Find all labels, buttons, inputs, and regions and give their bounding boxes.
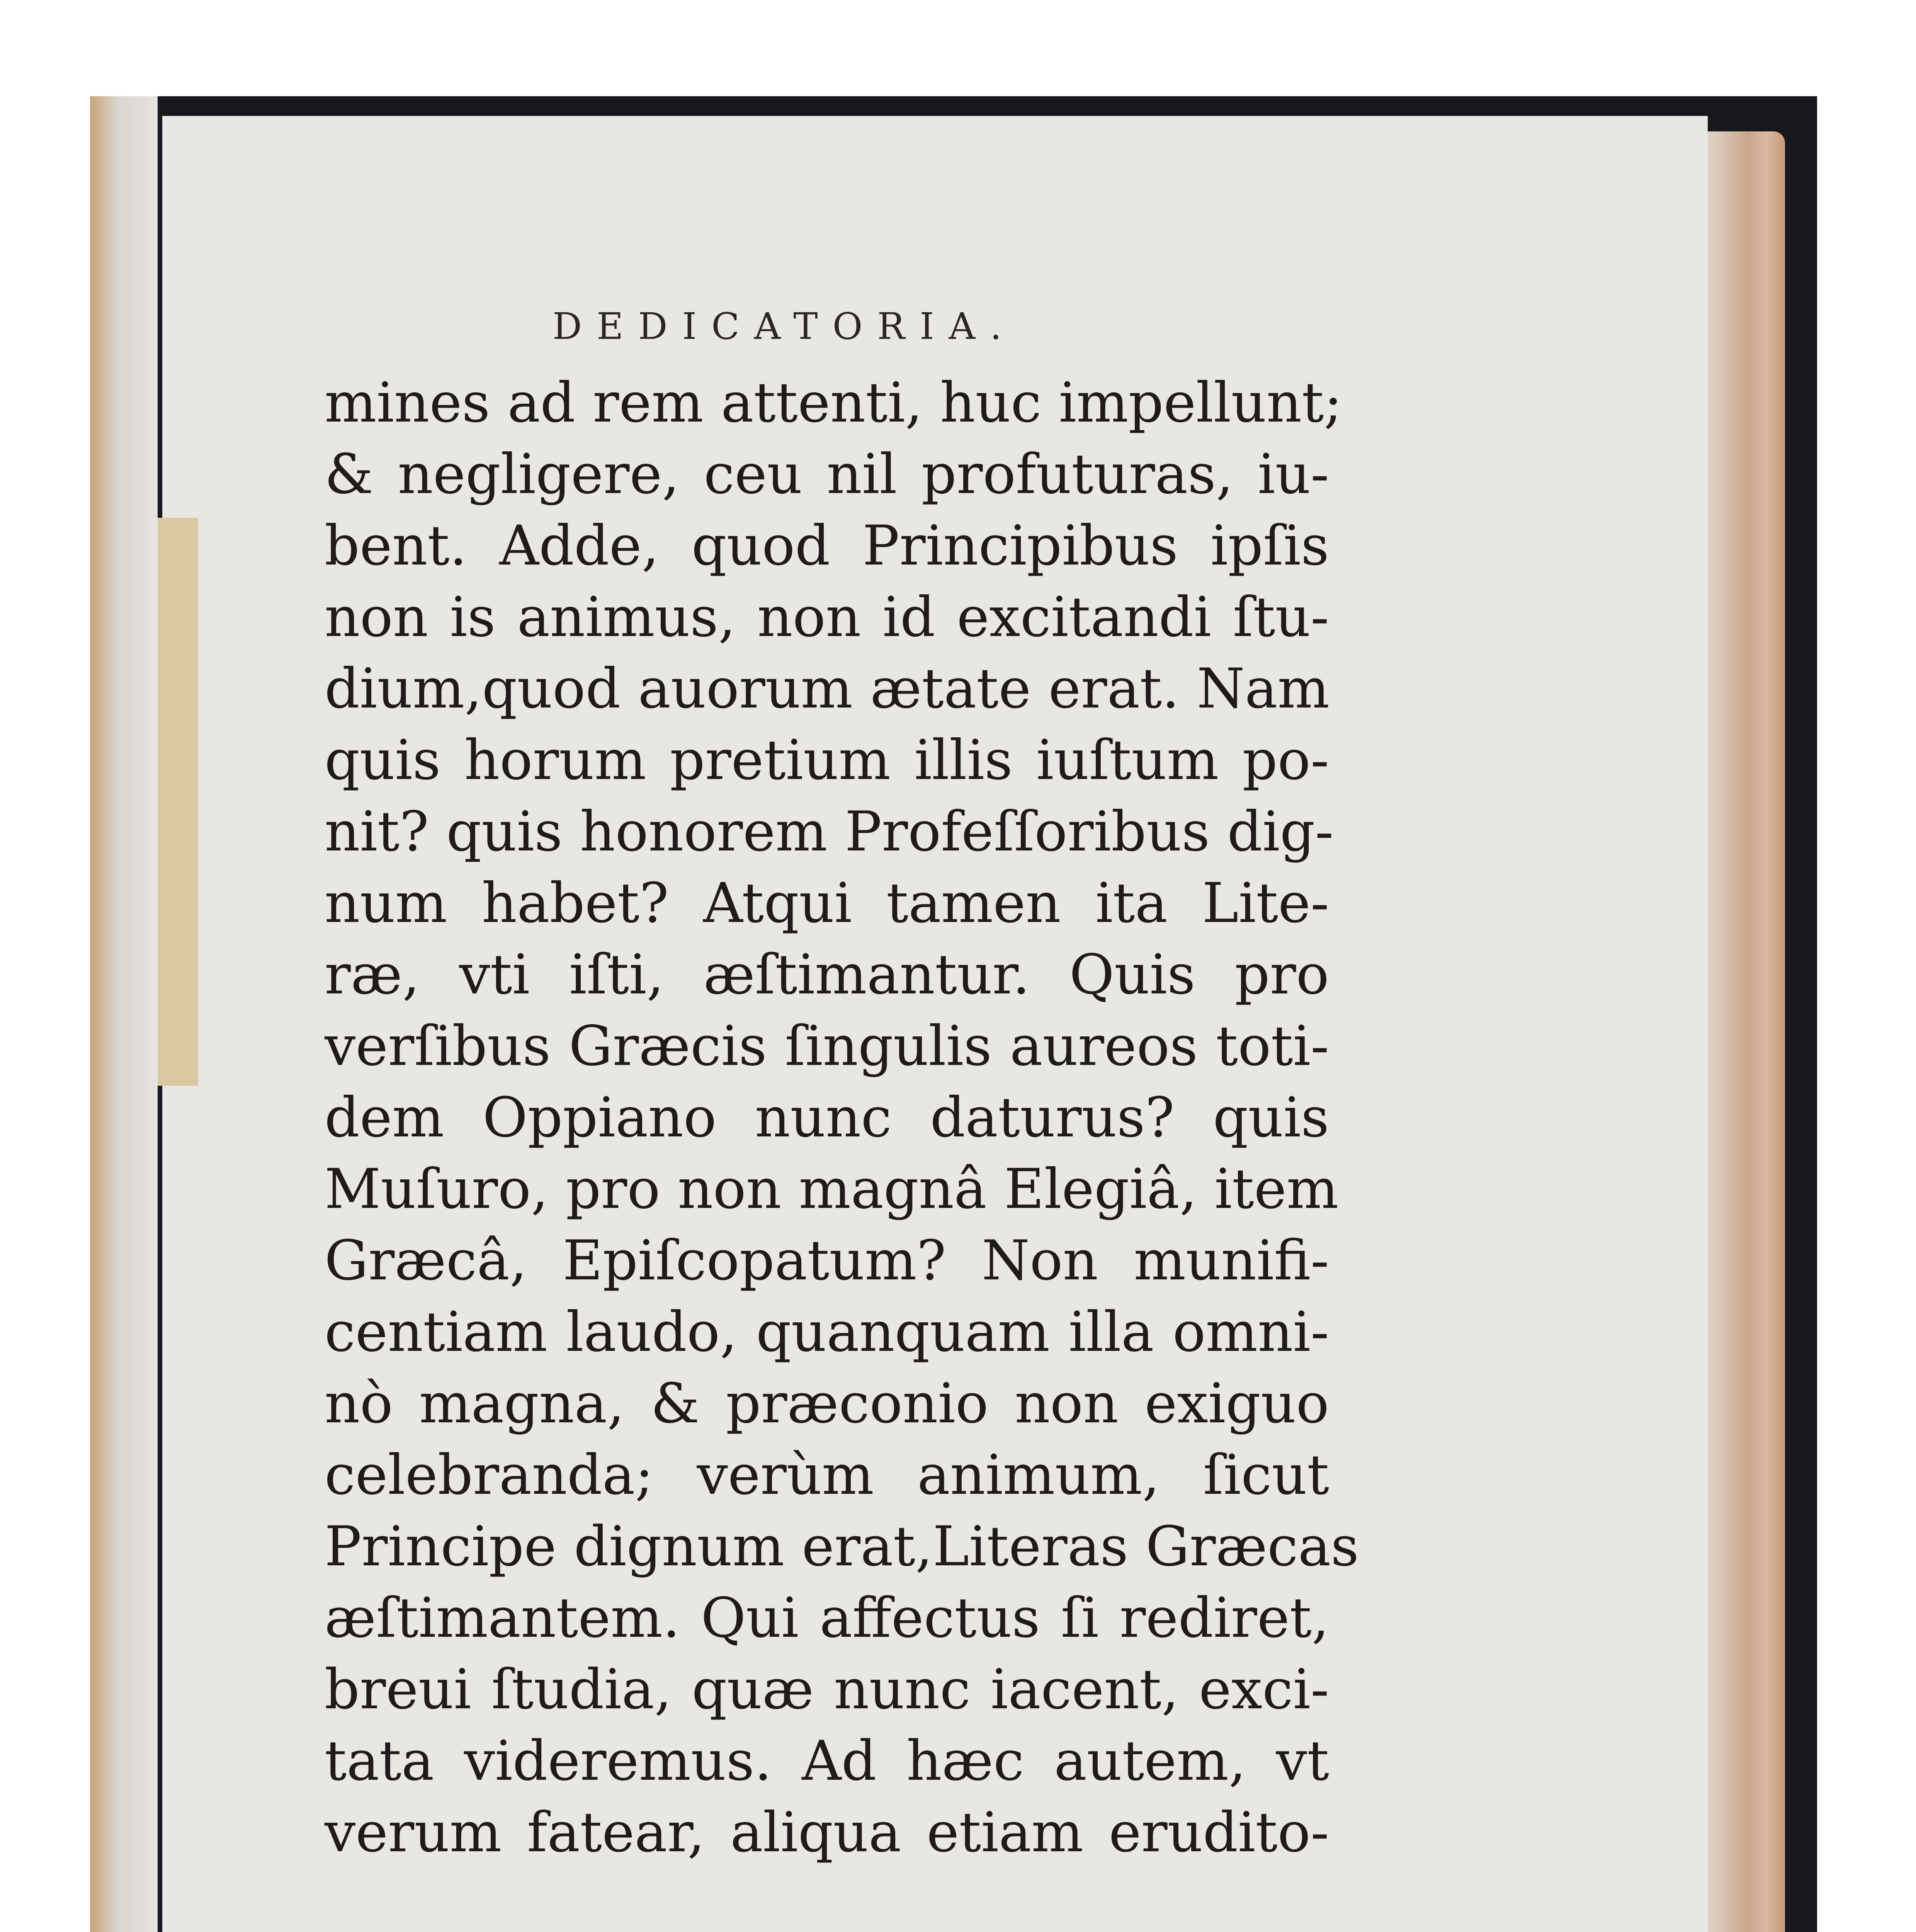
text-line: dem Oppiano nunc daturus? quis	[325, 1086, 1329, 1150]
text-line: verum fatear, aliqua etiam erudito-	[325, 1801, 1329, 1864]
text-line: quis horum pretium illis iuſtum po-	[325, 728, 1329, 792]
text-line: Principe dignum erat,Literas Græcas	[325, 1515, 1359, 1578]
text-line: bent. Adde, quod Principibus ipſis	[325, 514, 1329, 578]
facing-page-edge	[90, 96, 158, 1932]
text-line: mines ad rem attenti, huc impellunt;	[325, 371, 1343, 435]
text-line: dium,quod auorum ætate erat. Nam	[325, 657, 1330, 721]
text-line: verſibus Græcis ſingulis aureos toti-	[325, 1014, 1329, 1078]
text-line: Græcâ, Epiſcopatum? Non munifi-	[325, 1229, 1329, 1293]
text-line: centiam laudo, quanquam illa omni-	[325, 1300, 1329, 1364]
body-text	[325, 367, 1359, 1868]
paper-strip	[158, 518, 198, 1086]
text-line: nit? quis honorem Profeſſoribus dig-	[325, 800, 1334, 864]
text-line: Muſuro, pro non magnâ Elegiâ, item	[325, 1157, 1339, 1221]
text-line: ræ, vti iſti, æſtimantur. Quis pro	[325, 943, 1329, 1007]
text-line: breui ſtudia, quæ nunc iacent, exci-	[325, 1658, 1329, 1721]
text-line: nò magna, & præconio non exiguo	[325, 1372, 1329, 1435]
text-line: num habet? Atqui tamen ita Lite-	[325, 871, 1329, 935]
text-line: æſtimantem. Qui affectus ſi rediret,	[325, 1586, 1329, 1650]
text-line: tata videremus. Ad hæc autem, vt	[325, 1729, 1329, 1793]
running-head: DEDICATORIA.	[553, 305, 1017, 348]
text-line: non is animus, non id excitandi ſtu-	[325, 585, 1329, 649]
text-line: celebranda; verùm animum, ſicut	[325, 1443, 1329, 1507]
text-line: & negligere, ceu nil profuturas, iu-	[325, 442, 1329, 506]
